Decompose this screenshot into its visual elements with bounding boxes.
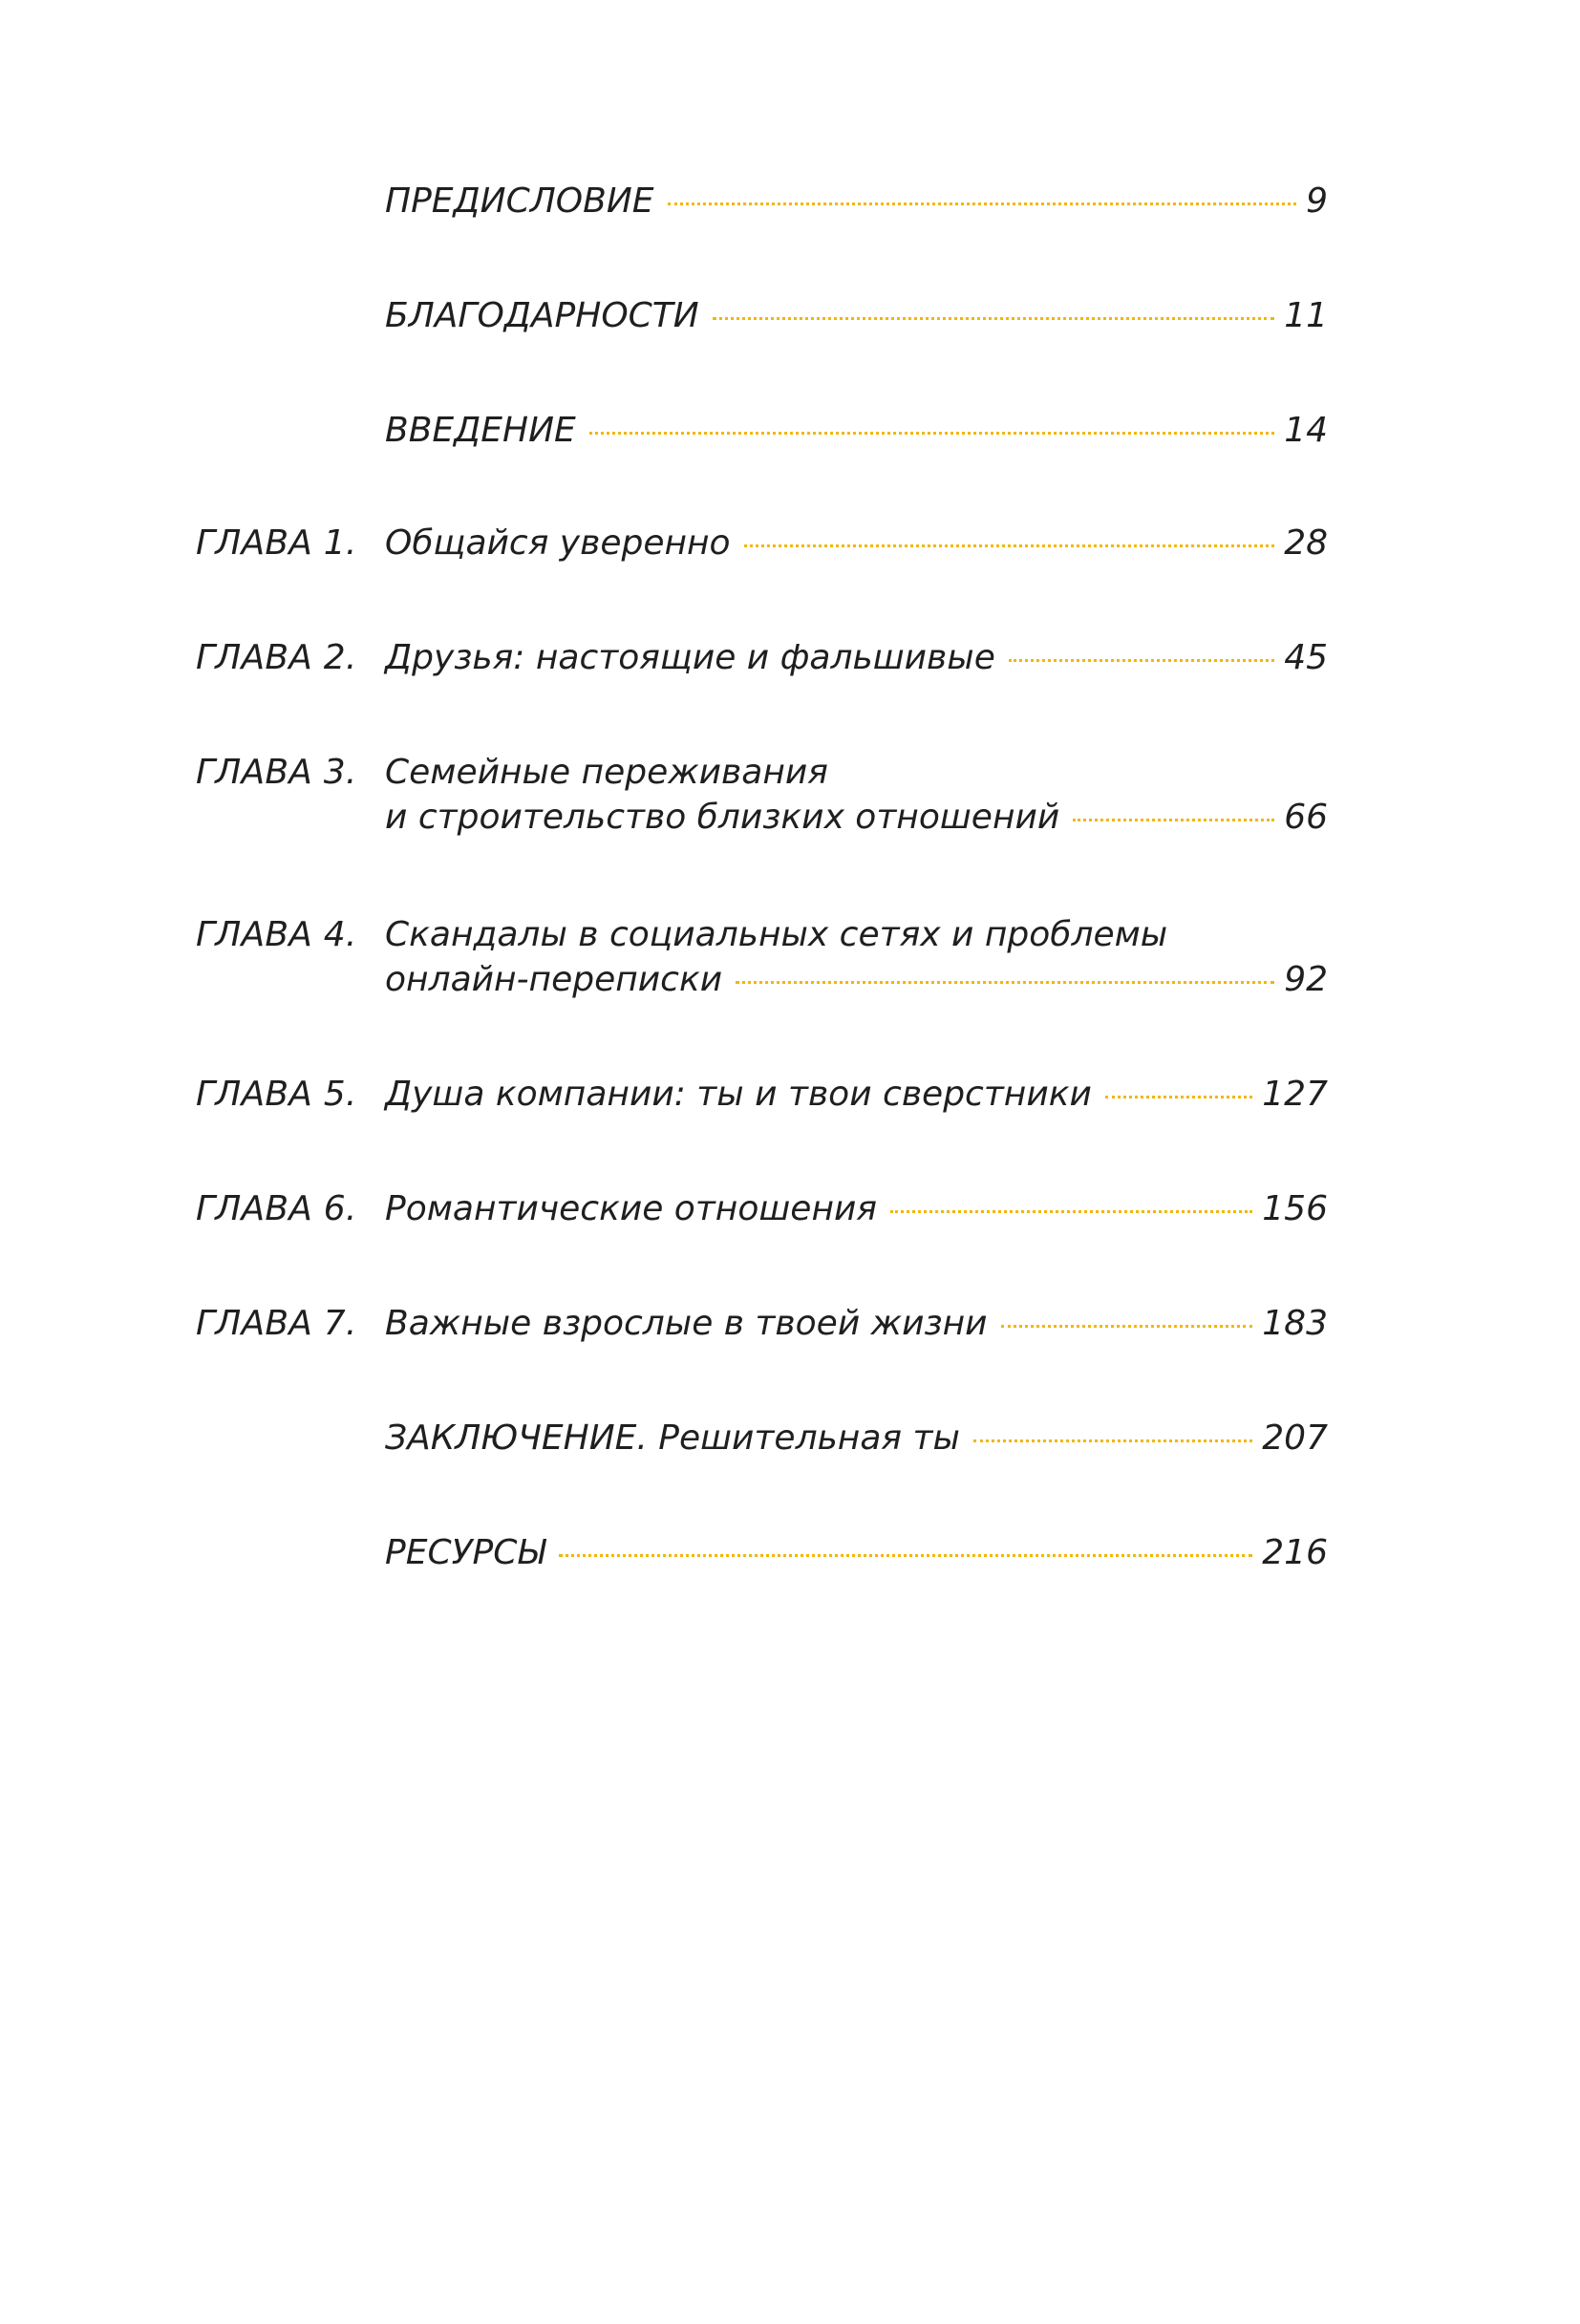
toc-page-number: 66 bbox=[1284, 798, 1328, 837]
chapter-label: ГЛАВА 4. bbox=[196, 915, 357, 954]
toc-entry-title: ПРЕДИСЛОВИЕ bbox=[385, 181, 654, 221]
toc-entry-title: РЕСУРСЫ bbox=[385, 1533, 545, 1572]
toc-page-number: 9 bbox=[1306, 181, 1328, 221]
dot-leader bbox=[736, 981, 1274, 984]
toc-entry-title: ЗАКЛЮЧЕНИЕ. Решительная ты bbox=[385, 1418, 960, 1458]
toc-page-number: 28 bbox=[1284, 523, 1328, 563]
toc-entry-line bbox=[385, 1075, 1328, 1114]
toc-page-number: 207 bbox=[1262, 1418, 1328, 1458]
dot-leader bbox=[744, 544, 1275, 547]
toc-entry-title: Романтические отношения bbox=[385, 1189, 878, 1228]
toc-entry-title: Скандалы в социальных сетях и проблемы bbox=[385, 915, 1168, 954]
toc-page-number: 11 bbox=[1284, 296, 1328, 335]
toc-entry-title-continued: онлайн-переписки bbox=[385, 960, 723, 999]
toc-entry-line bbox=[385, 1533, 1328, 1572]
chapter-label: ГЛАВА 1. bbox=[196, 523, 357, 563]
toc-entry-title: Семейные переживания bbox=[385, 753, 828, 792]
dot-leader bbox=[1073, 819, 1274, 821]
dot-leader bbox=[973, 1439, 1252, 1442]
dot-leader bbox=[713, 317, 1274, 320]
chapter-label: ГЛАВА 7. bbox=[196, 1304, 357, 1343]
toc-page-number: 14 bbox=[1284, 411, 1328, 450]
dot-leader bbox=[1009, 659, 1274, 662]
dot-leader bbox=[559, 1554, 1252, 1557]
toc-entry-title: Друзья: настоящие и фальшивые bbox=[385, 638, 995, 677]
dot-leader bbox=[589, 432, 1274, 435]
toc-page-number: 45 bbox=[1284, 638, 1328, 677]
toc-entry-line bbox=[385, 638, 1328, 677]
toc-entry-line bbox=[385, 915, 1328, 954]
toc-entry-line bbox=[385, 960, 1328, 999]
toc-entry-line bbox=[385, 411, 1328, 450]
chapter-label: ГЛАВА 2. bbox=[196, 638, 357, 677]
chapter-label: ГЛАВА 6. bbox=[196, 1189, 357, 1228]
toc-entry-title: ВВЕДЕНИЕ bbox=[385, 411, 576, 450]
chapter-label: ГЛАВА 5. bbox=[196, 1075, 357, 1114]
toc-entry-title: Общайся уверенно bbox=[385, 523, 731, 563]
toc-entry-title-continued: и строительство близких отношений bbox=[385, 798, 1060, 837]
toc-entry-title: Важные взрослые в твоей жизни bbox=[385, 1304, 988, 1343]
toc-entry-line bbox=[385, 181, 1328, 221]
dot-leader bbox=[1001, 1325, 1253, 1328]
toc-page-number: 156 bbox=[1262, 1189, 1328, 1228]
dot-leader bbox=[668, 203, 1297, 205]
toc-entry-line bbox=[385, 753, 1328, 792]
toc-entry-line bbox=[385, 1304, 1328, 1343]
toc-entry-line bbox=[385, 523, 1328, 563]
dot-leader bbox=[890, 1210, 1252, 1213]
toc-page-number: 216 bbox=[1262, 1533, 1328, 1572]
toc-page-number: 127 bbox=[1262, 1075, 1328, 1114]
toc-page-number: 92 bbox=[1284, 960, 1328, 999]
toc-entry-line bbox=[385, 1418, 1328, 1458]
toc-entry-line bbox=[385, 1189, 1328, 1228]
chapter-label: ГЛАВА 3. bbox=[196, 753, 357, 792]
toc-entry-line bbox=[385, 296, 1328, 335]
dot-leader bbox=[1105, 1096, 1252, 1098]
toc-entry-title: БЛАГОДАРНОСТИ bbox=[385, 296, 699, 335]
toc-page-number: 183 bbox=[1262, 1304, 1328, 1343]
toc-entry-line bbox=[385, 798, 1328, 837]
toc-entry-title: Душа компании: ты и твои сверстники bbox=[385, 1075, 1092, 1114]
